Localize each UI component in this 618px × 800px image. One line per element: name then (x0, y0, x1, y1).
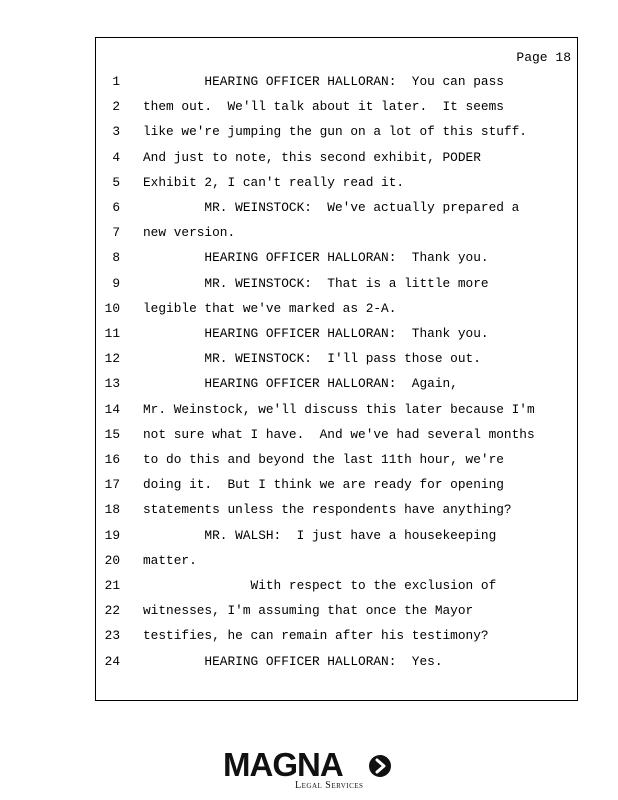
line-number: 22 (104, 603, 120, 619)
line-text: Exhibit 2, I can't really read it. (143, 174, 405, 190)
line-number: 9 (112, 275, 120, 291)
line-number: 15 (104, 426, 120, 442)
logo-wordmark: MAGNA (223, 746, 343, 783)
line-text: HEARING OFFICER HALLORAN: You can pass (143, 74, 504, 89)
line-number: 11 (104, 326, 120, 341)
line-number: 24 (104, 653, 120, 669)
line-text: HEARING OFFICER HALLORAN: Thank you. (143, 250, 489, 266)
line-number: 18 (104, 502, 120, 518)
transcript-line (96, 326, 577, 351)
line-text: not sure what I have. And we've had several months (143, 426, 535, 442)
transcript-page (95, 37, 578, 701)
line-text: witnesses, I'm assuming that once the Mayor (143, 603, 474, 619)
transcript-line (96, 200, 577, 225)
line-number: 12 (104, 351, 120, 367)
line-text: MR. WEINSTOCK: I'll pass those out. (143, 351, 481, 367)
line-text: HEARING OFFICER HALLORAN: Yes. (143, 653, 443, 669)
line-number: 19 (104, 527, 120, 543)
logo-subtitle: Legal Services (295, 780, 364, 791)
transcript-line (96, 427, 577, 452)
transcript-line (96, 99, 577, 124)
line-text: With respect to the exclusion of (143, 578, 497, 593)
transcript-line (96, 175, 577, 200)
line-text: new version. (143, 225, 236, 241)
line-number: 3 (112, 124, 120, 140)
transcript-line (96, 603, 577, 628)
line-number: 23 (104, 628, 120, 644)
line-text: legible that we've marked as 2-A. (143, 300, 397, 316)
line-text: MR. WALSH: I just have a housekeeping (143, 527, 497, 543)
line-text: them out. We'll talk about it later. It seems (143, 99, 504, 115)
transcript-line (96, 74, 577, 99)
transcript-line (96, 351, 577, 376)
line-number: 8 (112, 250, 120, 266)
line-text: matter. (143, 552, 197, 568)
transcript-line (96, 376, 577, 401)
line-text: And just to note, this second exhibit, PODER (143, 149, 481, 165)
line-number: 1 (112, 74, 120, 89)
line-number: 4 (112, 149, 120, 165)
transcript-line (96, 124, 577, 149)
line-number: 7 (112, 225, 120, 241)
line-text: to do this and beyond the last 11th hour, we're (143, 452, 504, 467)
line-number: 17 (104, 477, 120, 493)
transcript-line (96, 452, 577, 477)
page-number: Page 18 (516, 50, 571, 65)
transcript-line (96, 402, 577, 427)
line-text: HEARING OFFICER HALLORAN: Thank you. (143, 326, 489, 341)
line-text: testifies, he can remain after his testimony? (143, 628, 489, 644)
transcript-line (96, 150, 577, 175)
transcript-line (96, 553, 577, 578)
transcript-line (96, 301, 577, 326)
transcript-line (96, 225, 577, 250)
transcript-line (96, 502, 577, 527)
line-number: 6 (112, 200, 120, 215)
line-number: 5 (112, 174, 120, 190)
line-text: MR. WEINSTOCK: That is a little more (143, 275, 489, 291)
transcript-line (96, 628, 577, 653)
transcript-line (96, 578, 577, 603)
chevron-right-icon (369, 755, 391, 777)
line-number: 2 (112, 99, 120, 115)
line-number: 10 (104, 300, 120, 316)
transcript-line (96, 528, 577, 553)
line-number: 14 (104, 401, 120, 417)
transcript-line (96, 477, 577, 502)
line-text: doing it. But I think we are ready for opening (143, 477, 504, 493)
line-number: 16 (104, 452, 120, 467)
line-text: HEARING OFFICER HALLORAN: Again, (143, 376, 458, 392)
line-number: 13 (104, 376, 120, 392)
line-number: 20 (104, 552, 120, 568)
transcript-line (96, 250, 577, 275)
line-text: Mr. Weinstock, we'll discuss this later because I'm (143, 401, 535, 417)
line-text: statements unless the respondents have anything? (143, 502, 512, 518)
line-text: MR. WEINSTOCK: We've actually prepared a (143, 200, 520, 215)
line-number: 21 (104, 578, 120, 593)
line-text: like we're jumping the gun on a lot of this stuff. (143, 124, 527, 140)
transcript-line (96, 276, 577, 301)
magna-logo (223, 748, 398, 792)
transcript-line (96, 654, 577, 679)
